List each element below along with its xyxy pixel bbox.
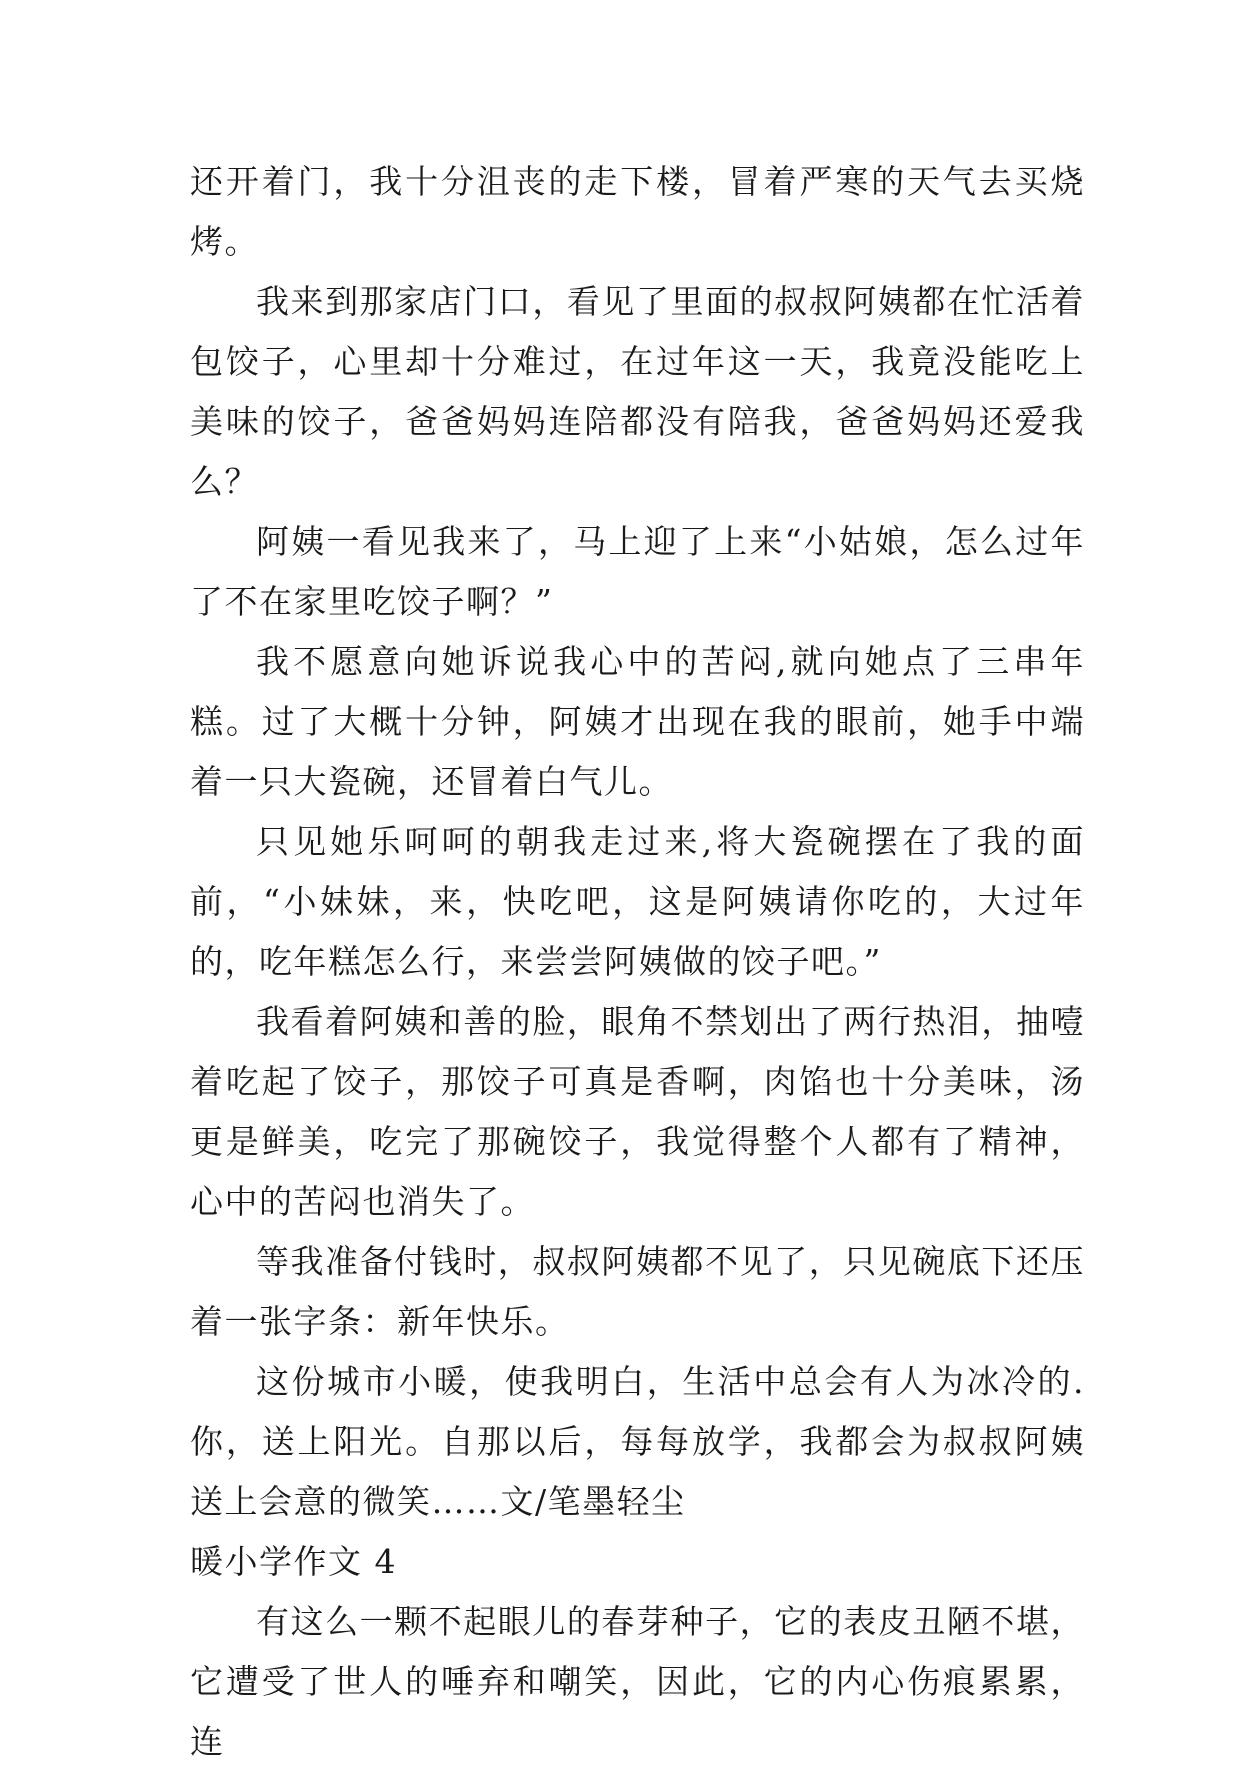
paragraph: 我看着阿姨和善的脸，眼角不禁划出了两行热泪，抽噎着吃起了饺子，那饺子可真是香啊，肉馅也十分美味，汤更是鲜美，吃完了那碗饺子，我觉得整个人都有了精神，心中的苦闷也消失了。 [190,1002,1085,1221]
paragraph: 只见她乐呵呵的朝我走过来,将大瓷碗摆在了我的面前，“小妹妹，来，快吃吧，这是阿姨请你吃的，大过年的，吃年糕怎么行，来尝尝阿姨做的饺子吧。” [190,822,1085,981]
paragraph: 阿姨一看见我来了，马上迎了上来“小姑娘，怎么过年了不在家里吃饺子啊？” [190,522,1085,621]
paragraph: 有这么一颗不起眼儿的春芽种子，它的表皮丑陋不堪，它遭受了世人的唾弃和嘲笑，因此，它的内心伤痕累累，连 [190,1602,1085,1761]
paragraph: 等我准备付钱时，叔叔阿姨都不见了，只见碗底下还压着一张字条：新年快乐。 [190,1242,1085,1341]
paragraph: 还开着门，我十分沮丧的走下楼，冒着严寒的天气去买烧烤。 [190,162,1085,261]
paragraph: 这份城市小暖，使我明白，生活中总会有人为冰冷的.你，送上阳光。自那以后，每每放学，我都会为叔叔阿姨送上会意的微笑……文/笔墨轻尘 [190,1362,1085,1521]
document-body [190,152,1085,1772]
paragraph: 我来到那家店门口，看见了里面的叔叔阿姨都在忙活着包饺子，心里却十分难过，在过年这一天，我竟没能吃上美味的饺子，爸爸妈妈连陪都没有陪我，爸爸妈妈还爱我么？ [190,282,1085,501]
paragraph: 我不愿意向她诉说我心中的苦闷,就向她点了三串年糕。过了大概十分钟，阿姨才出现在我的眼前，她手中端着一只大瓷碗，还冒着白气儿。 [190,642,1085,801]
section-heading: 暖小学作文 4 [190,1542,397,1581]
